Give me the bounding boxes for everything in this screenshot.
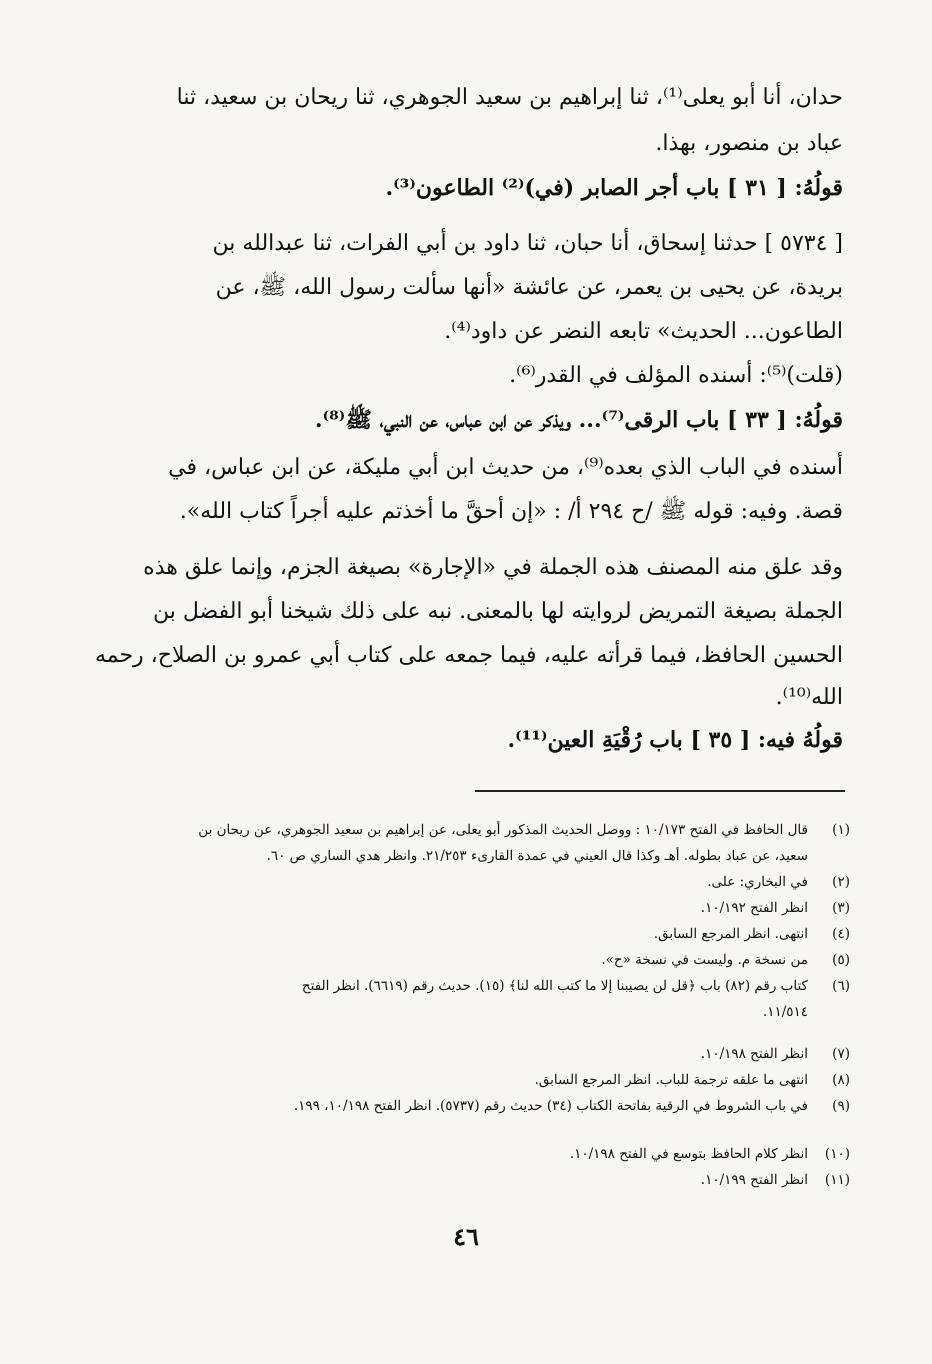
text-line: الطاعون... الحديث» تابعه النضر عن داود⁽⁴⁾. [444, 319, 843, 344]
text-line: قولُهُ: [ ٣١ ] باب أجر الصابر (في)⁽²⁾ الطاعون⁽³⁾. [385, 175, 843, 201]
footnote-number: (٣) [832, 900, 850, 916]
text-line: قولُهُ: [ ٣٣ ] باب الرقى⁽⁷⁾... ويذكر عن ابن عباس، عن النبي، ﷺ⁽⁸⁾. [314, 407, 843, 433]
footnote-number: (٧) [832, 1046, 850, 1062]
page-number: ٤٦ [453, 1222, 479, 1251]
footnote [105, 1168, 850, 1192]
footnote-text: انظر الفتح ١٠/١٩٨. [700, 1046, 808, 1062]
footnote [105, 896, 850, 920]
text-line: أسنده في الباب الذي بعده⁽⁹⁾، من حديث ابن أبي مليكة، عن ابن عباس، في [168, 455, 843, 480]
footnote-number: (٩) [832, 1098, 850, 1114]
footnote-text: انتهى ما علقه ترجمة للباب. انظر المرجع السابق. [534, 1072, 808, 1088]
text-line: قصة. وفيه: قوله ﷺ /ح ٢٩٤ أ/ : «إن أحقَّ ما أخذتم عليه أجراً كتاب الله». [179, 499, 843, 524]
footnote-text: سعيد، عن عباد بطوله. أهـ وكذا قال العيني في عمدة القارىء ٢١/٢٥٣. وانظر هدي الساري ص ٦٠. [266, 848, 808, 864]
footnote [105, 922, 850, 946]
footnote-text: انتهى. انظر المرجع السابق. [653, 926, 808, 942]
footnote [105, 1000, 850, 1024]
footnote-number: (٤) [832, 926, 850, 942]
footnote [105, 1142, 850, 1166]
text-line: عباد بن منصور، بهذا. [655, 131, 843, 156]
footnote-number: (١١) [824, 1172, 850, 1188]
footnote [105, 818, 850, 842]
footnote [105, 1068, 850, 1092]
footnote [105, 974, 850, 998]
footnote-separator [475, 790, 845, 792]
footnote-text: من نسخة م. وليست في نسخة «ح». [601, 952, 808, 968]
footnote-text: انظر الفتح ١٠/١٩٩. [700, 1172, 808, 1188]
text-line: الحسين الحافظ، فيما قرأته عليه، فيما جمعه على كتاب أبي عمرو بن الصلاح، رحمه [95, 643, 843, 668]
footnote [105, 948, 850, 972]
footnote [105, 1094, 850, 1118]
footnote-number: (١) [832, 822, 850, 838]
footnote-number: (٥) [832, 952, 850, 968]
footnote-number: (٦) [832, 978, 850, 994]
footnote-text: في البخاري: على. [707, 874, 808, 890]
text-line: وقد علق منه المصنف هذه الجملة في «الإجارة» بصيغة الجزم، وإنما علق هذه [143, 555, 843, 580]
text-line: الله⁽¹⁰⁾. [775, 685, 843, 710]
footnote-text: قال الحافظ في الفتح ١٠/١٧٣ : ووصل الحديث المذكور أبو يعلى، عن إبراهيم بن سعيد الجوهري، عن ريحان بن [198, 822, 808, 838]
footnote [105, 1042, 850, 1066]
footnote-number: (١٠) [824, 1146, 850, 1162]
footnote-text: كتاب رقم (٨٢) باب ﴿قل لن يصيبنا إلا ما كتب الله لنا﴾ (١٥). حديث رقم (٦٦١٩). انظر الفتح [301, 978, 808, 994]
footnote [105, 844, 850, 868]
text-line: [ ٥٧٣٤ ] حدثنا إسحاق، أنا حبان، ثنا داود بن أبي الفرات، ثنا عبدالله بن [212, 231, 843, 256]
text-line: قولُهُ فيه: [ ٣٥ ] باب رُقْيَةِ العين⁽¹¹⁾. [507, 727, 843, 753]
footnote-number: (٢) [832, 874, 850, 890]
text-line: (قلت)⁽⁵⁾: أسنده المؤلف في القدر⁽⁶⁾. [509, 363, 843, 388]
text-line: بريدة، عن يحيى بن يعمر، عن عائشة «أنها سألت رسول الله، ﷺ، عن [215, 275, 843, 300]
footnote-number: (٨) [832, 1072, 850, 1088]
text-line: الجملة بصيغة التمريض لروايته لها بالمعنى. نبه على ذلك شيخنا أبو الفضل بن [153, 599, 843, 624]
footnote-text: انظر الفتح ١٠/١٩٢. [700, 900, 808, 916]
footnote-text: انظر كلام الحافظ بتوسع في الفتح ١٠/١٩٨. [569, 1146, 808, 1162]
text-line: حدان، أنا أبو يعلى⁽¹⁾، ثنا إبراهيم بن سعيد الجوهري، ثنا ريحان بن سعيد، ثنا [176, 85, 843, 110]
footnote [105, 870, 850, 894]
footnote-text: ١١/٥١٤. [762, 1004, 808, 1020]
footnote-text: في باب الشروط في الرقية بفاتحة الكتاب (٣٤) حديث رقم (٥٧٣٧). انظر الفتح ١٠/١٩٨، ١٩٩. [293, 1098, 808, 1114]
